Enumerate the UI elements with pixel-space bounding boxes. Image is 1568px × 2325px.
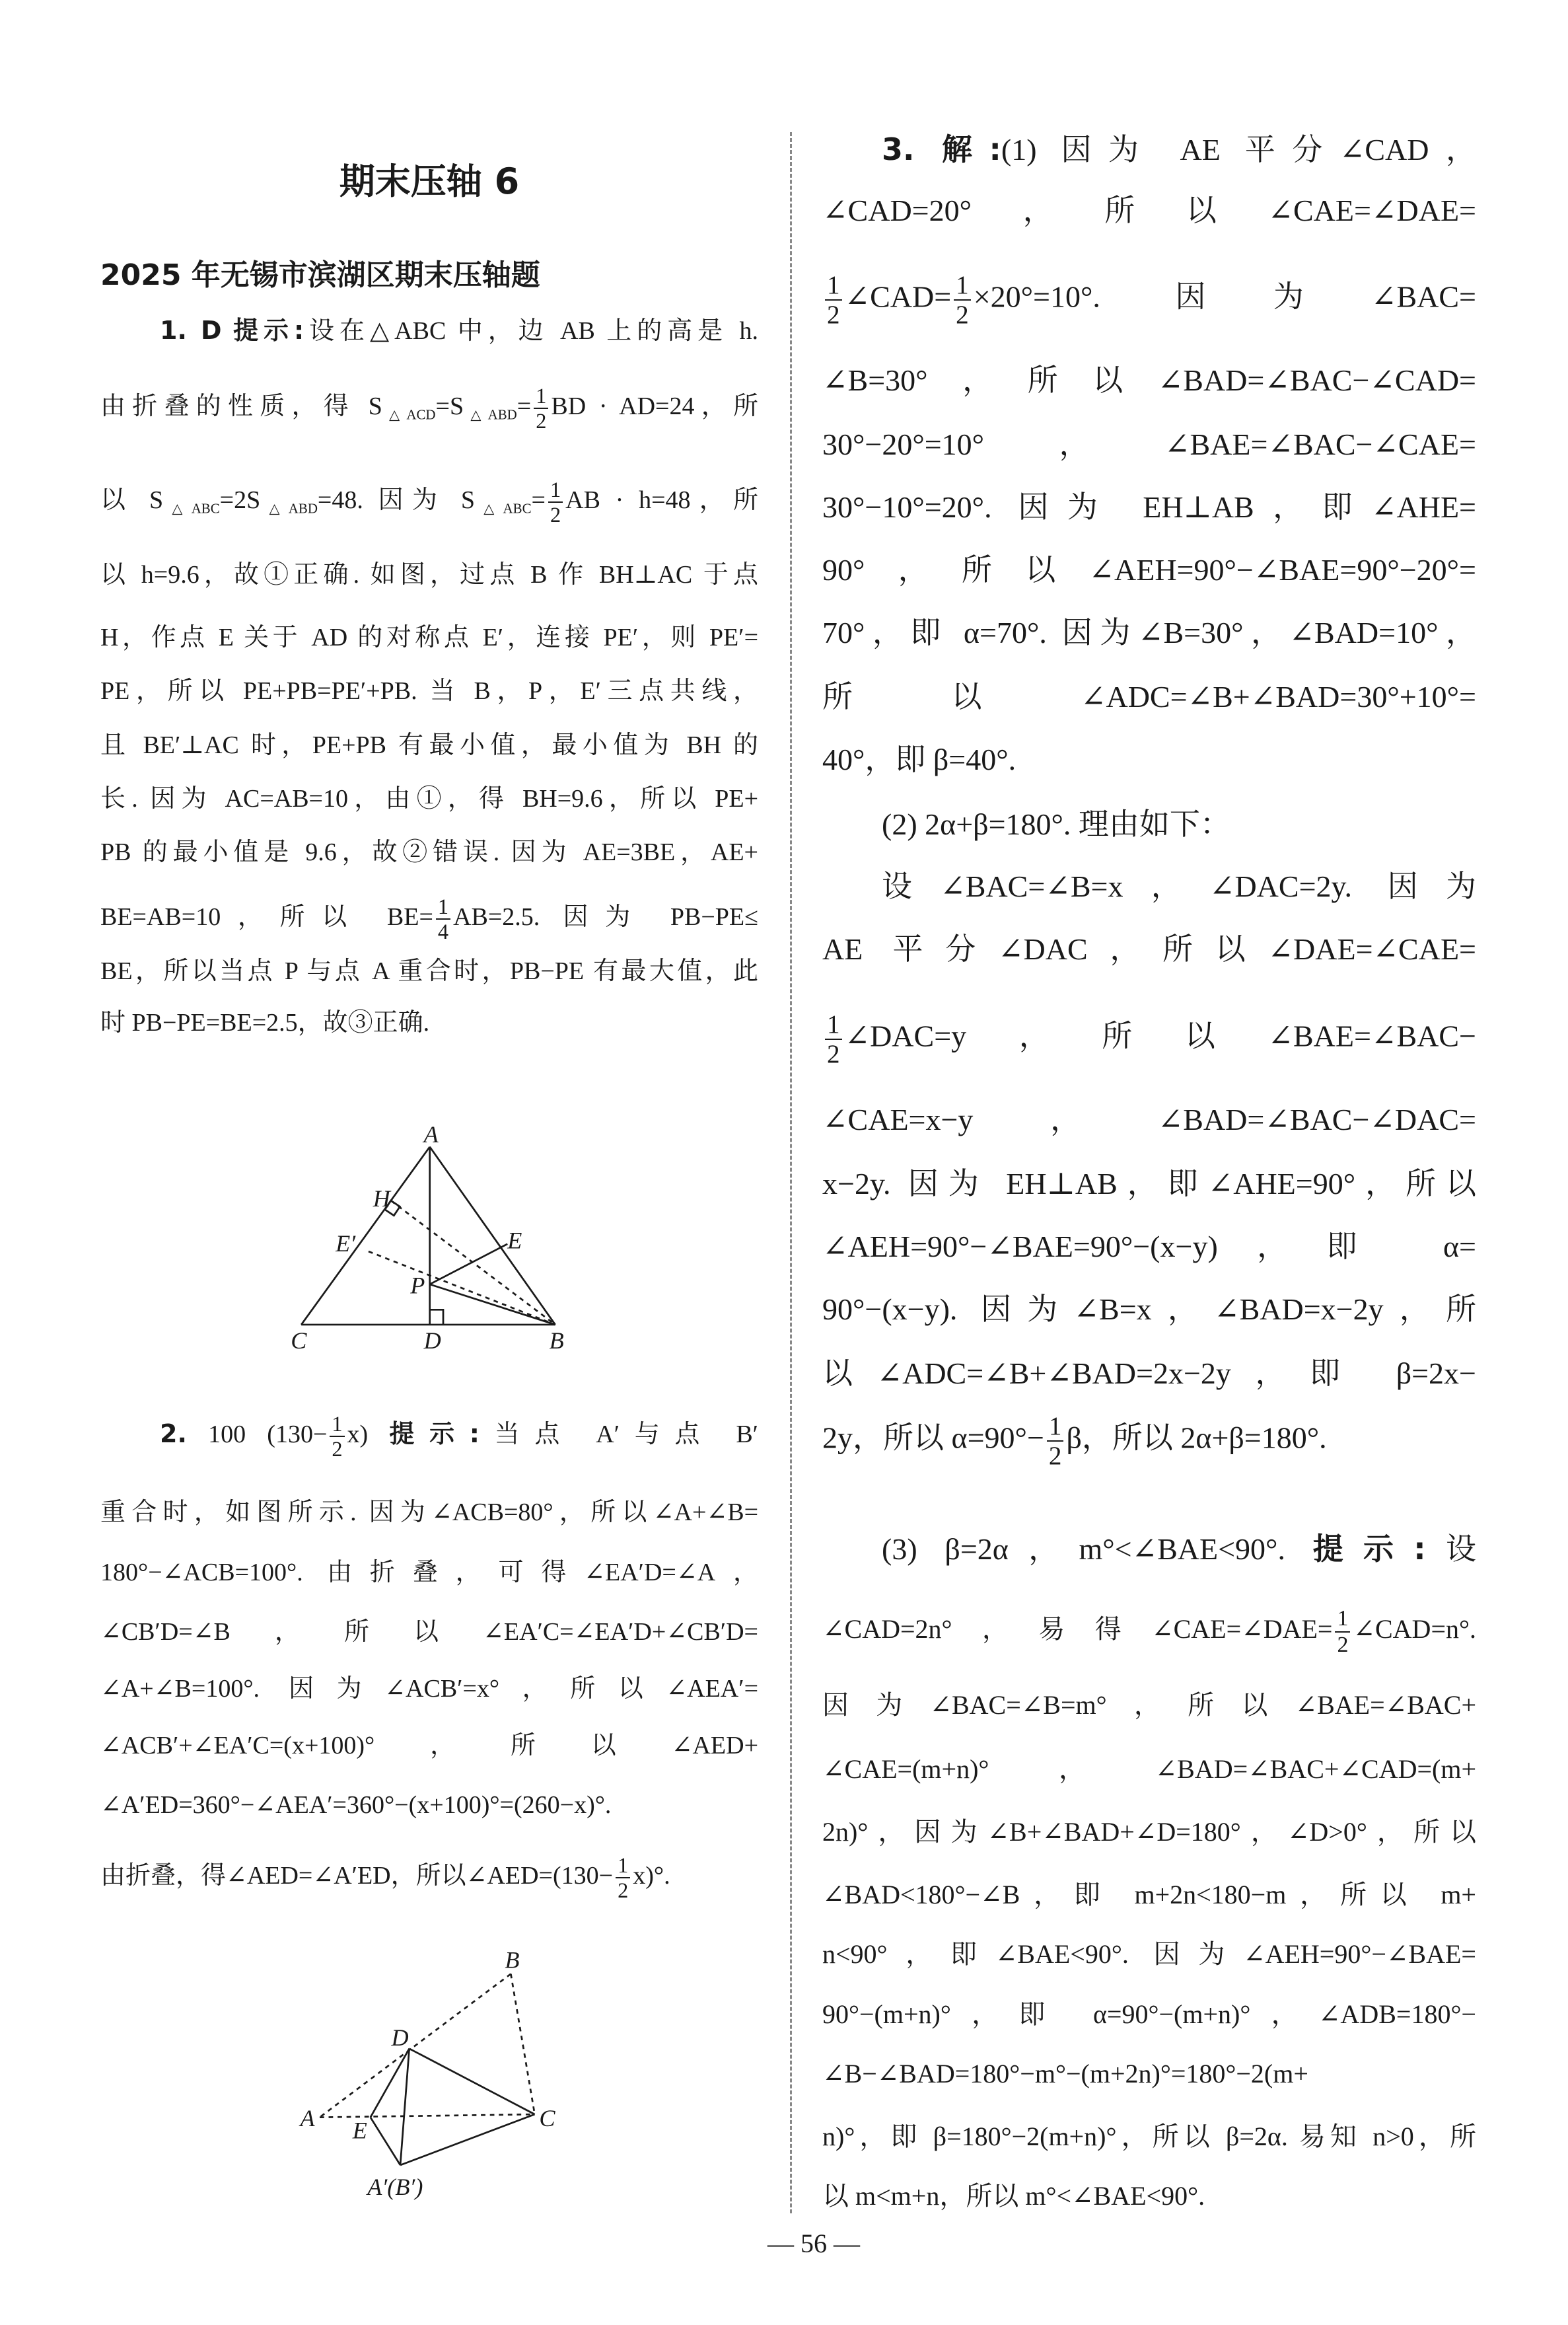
bold-label: 提示: <box>233 316 304 345</box>
text-segment: 100 (130− <box>186 1421 328 1448</box>
text-line <box>822 1605 1476 1657</box>
text-segment: 长. 因为 AC=AB=10，由①，得 BH=9.6，所以 PE+ <box>100 785 758 813</box>
fraction-denominator: 2 <box>827 301 840 330</box>
fraction-denominator: 2 <box>332 1437 343 1461</box>
text-segment: x)°. <box>633 1862 670 1890</box>
fraction-denominator: 2 <box>1048 1442 1062 1471</box>
text-segment: ∠CAD= <box>844 279 952 314</box>
text-line <box>100 668 758 714</box>
area-symbol <box>368 392 436 423</box>
page-title: 期末压轴 6 <box>339 161 520 202</box>
text-segment: 30°−20°=10°，∠BAE=∠BAC−∠CAE= <box>822 427 1476 461</box>
bold-label: 2. <box>160 1419 187 1448</box>
label-D: D <box>391 2024 409 2051</box>
text-line <box>100 1489 758 1535</box>
text-line <box>822 1809 1476 1855</box>
column-divider <box>790 132 792 2213</box>
fraction-numerator: 1 <box>616 1855 630 1878</box>
text-line <box>822 1224 1476 1270</box>
label-E: E <box>352 2117 367 2144</box>
fraction-numerator: 1 <box>436 896 450 920</box>
text-segment: = <box>517 392 532 420</box>
text-line <box>822 610 1476 656</box>
text-line <box>100 1549 758 1596</box>
text-segment: 设在△ABC 中，边 AB 上的高是 h. <box>304 317 759 345</box>
page-number: — 56 — <box>767 2229 860 2258</box>
symbol: S <box>368 392 382 420</box>
text-line <box>822 1097 1476 1143</box>
text-line <box>822 737 1476 783</box>
bold-label: 提示: <box>389 1419 480 1448</box>
text-line <box>822 1350 1476 1397</box>
fraction <box>1047 1413 1064 1469</box>
bold-label: 1. D <box>160 316 222 345</box>
text-segment: 设 <box>1425 1532 1476 1566</box>
fraction-numerator: 1 <box>548 479 563 503</box>
subscript: △ABD <box>464 406 517 423</box>
area-symbol <box>460 486 532 517</box>
text-segment: ∠CAD=n°. <box>1353 1614 1476 1644</box>
label-C: C <box>539 2105 555 2132</box>
bold-label: 提示: <box>1312 1531 1426 1567</box>
text-line <box>100 552 758 598</box>
text-segment: ∠CB′D=∠B，所以∠EA′C=∠EA′D+∠CB′D= <box>100 1618 758 1646</box>
fraction-numerator: 1 <box>330 1413 344 1437</box>
label-B: B <box>505 1948 520 1974</box>
text-line <box>100 722 758 768</box>
text-line <box>822 422 1476 468</box>
text-line <box>100 829 758 875</box>
text-segment: PB 的最小值是 9.6，故②错误. 因为 AE=3BE，AE+ <box>100 838 758 866</box>
text-segment: ∠DAC=y，所以∠BAE=∠BAC− <box>844 1019 1476 1053</box>
subscript: △ACD <box>382 406 436 423</box>
fraction-numerator: 1 <box>534 385 548 409</box>
label-E-prime: E′ <box>336 1230 356 1257</box>
text-line <box>100 1411 758 1461</box>
text-segment: (1) 因为 AE 平分∠CAD， <box>1001 133 1476 166</box>
text-line <box>822 1286 1476 1333</box>
text-line <box>100 383 758 433</box>
text-line <box>822 1931 1476 1977</box>
text-line <box>100 477 758 527</box>
text-segment: 且 BE′⊥AC 时，PE+PB 有最小值，最小值为 BH 的 <box>100 731 758 759</box>
text-line <box>822 1872 1476 1918</box>
text-segment: PE，所以 PE+PB=PE′+PB. 当 B，P，E′三点共线， <box>100 677 758 705</box>
text-segment: 2y，所以 α=90°− <box>822 1421 1044 1455</box>
text-segment: ∠CAE=x−y，∠BAD=∠BAC−∠DAC= <box>822 1103 1476 1136</box>
text-line <box>822 188 1476 234</box>
area-symbol <box>246 486 318 517</box>
label-E: E <box>507 1227 522 1254</box>
text-segment: 以 h=9.6，故①正确. 如图，过点 B 作 BH⊥AC 于点 <box>100 561 758 589</box>
text-line <box>100 1666 758 1712</box>
text-segment: = <box>531 486 546 514</box>
figure-q2-fold <box>291 1948 560 2210</box>
figure-q1-triangle <box>283 1120 597 1359</box>
text-segment <box>222 317 233 345</box>
fraction-denominator: 2 <box>536 409 547 433</box>
label-A: A <box>300 2105 315 2132</box>
subscript: △ABC <box>163 500 220 517</box>
text-line <box>822 126 1476 172</box>
text-segment: 90°，所以∠AEH=90°−∠BAE=90°−20°= <box>822 553 1476 587</box>
fraction-numerator: 1 <box>1047 1413 1064 1442</box>
text-line <box>822 271 1476 330</box>
text-line <box>822 484 1476 531</box>
label-H: H <box>373 1185 390 1212</box>
text-segment: (3) β=2α，m°<∠BAE<90°. <box>882 1532 1313 1566</box>
text-segment: ∠AEH=90°−∠BAE=90°−(x−y)，即 α= <box>822 1230 1476 1263</box>
subscript: △ABD <box>260 500 318 517</box>
text-segment: 2n)°，因为∠B+∠BAD+∠D=180°，∠D>0°，所以 <box>822 1817 1476 1847</box>
text-segment: 以 <box>100 486 149 514</box>
text-segment: AE 平分∠DAC，所以∠DAE=∠CAE= <box>822 932 1476 966</box>
text-line <box>100 1853 758 1903</box>
text-segment: ∠B−∠BAD=180°−m°−(m+2n)°=180°−2(m+ <box>822 2059 1308 2088</box>
text-segment: β，所以 2α+β=180°. <box>1066 1421 1327 1455</box>
label-C: C <box>291 1327 307 1354</box>
area-symbol <box>449 392 517 423</box>
fraction-numerator: 1 <box>954 272 971 301</box>
symbol: S <box>246 486 261 514</box>
subscript: △ABC <box>475 500 532 517</box>
text-line <box>822 1412 1476 1471</box>
text-segment: H，作点 E 关于 AD 的对称点 E′，连接 PE′，则 PE′= <box>100 624 758 651</box>
label-D: D <box>423 1327 441 1354</box>
text-line <box>822 2114 1476 2160</box>
text-segment: 180°−∠ACB=100°. 由折叠，可得∠EA′D=∠A， <box>100 1559 758 1586</box>
text-line <box>822 864 1476 910</box>
fraction <box>616 1855 630 1901</box>
symbol: S <box>460 486 475 514</box>
text-segment: n)°，即 β=180°−2(m+n)°，所以 β=2α. 易知 n>0，所 <box>822 2122 1476 2151</box>
label-B: B <box>549 1327 564 1354</box>
text-line <box>822 1746 1476 1792</box>
text-segment: AB=2.5. 因为 PB−PE≤ <box>453 903 758 931</box>
fraction <box>825 272 842 328</box>
text-line <box>822 1010 1476 1069</box>
text-segment: ∠CAE=(m+n)°，∠BAD=∠BAC+∠CAD=(m+ <box>822 1754 1476 1784</box>
fraction <box>534 385 548 432</box>
fraction-denominator: 2 <box>550 503 561 527</box>
text-segment: 重合时，如图所示. 因为∠ACB=80°，所以∠A+∠B= <box>100 1498 758 1526</box>
text-segment: 30°−10°=20°. 因为 EH⊥AB，即∠AHE= <box>822 490 1476 524</box>
text-line <box>100 1722 758 1769</box>
text-line <box>100 1782 758 1828</box>
text-line <box>100 1609 758 1655</box>
text-segment: 70°，即 α=70°. 因为∠B=30°，∠BAD=10°， <box>822 616 1476 649</box>
text-line <box>822 1682 1476 1728</box>
text-line <box>822 2051 1476 2097</box>
text-segment: ×20°=10°. 因为∠BAC= <box>973 279 1476 314</box>
text-segment: ∠CAD=2n°，易得∠CAE=∠DAE= <box>822 1614 1333 1644</box>
text-line <box>822 674 1476 720</box>
text-line <box>100 948 758 994</box>
fraction-denominator: 4 <box>437 920 449 944</box>
fraction <box>954 272 971 328</box>
text-segment: = <box>435 392 450 420</box>
text-segment: ∠BAD<180°−∠B，即 m+2n<180−m，所以 m+ <box>822 1880 1476 1909</box>
text-segment: 40°，即 β=40°. <box>822 743 1016 776</box>
text-line <box>100 1000 758 1046</box>
fraction <box>548 479 563 526</box>
fraction-denominator: 2 <box>827 1040 840 1069</box>
text-line <box>822 1161 1476 1207</box>
text-segment: AB · h=48，所 <box>565 486 758 514</box>
symbol: S <box>449 392 464 420</box>
fraction-denominator: 2 <box>1337 1632 1349 1657</box>
text-segment: 因为∠BAC=∠B=m°，所以∠BAE=∠BAC+ <box>822 1690 1476 1720</box>
text-segment: 所以∠ADC=∠B+∠BAD=30°+10°= <box>822 680 1476 714</box>
text-segment: =2 <box>219 486 247 514</box>
bold-label: 3. 解: <box>882 131 1001 167</box>
text-segment: ∠ACB′+∠EA′C=(x+100)°，所以∠AED+ <box>100 1732 758 1759</box>
text-segment: 由折叠，得∠AED=∠A′ED，所以∠AED=(130− <box>100 1862 614 1890</box>
fraction <box>825 1012 842 1067</box>
text-segment: ∠B=30°，所以∠BAD=∠BAC−∠CAD= <box>822 363 1476 397</box>
text-line <box>822 1991 1476 2038</box>
text-segment: 90°−(x−y). 因为∠B=x，∠BAD=x−2y，所 <box>822 1292 1476 1326</box>
text-segment: BD · AD=24，所 <box>551 392 758 420</box>
text-line <box>822 801 1476 848</box>
text-segment: 设∠BAC=∠B=x，∠DAC=2y. 因为 <box>882 869 1476 903</box>
fraction <box>1335 1607 1350 1656</box>
text-segment: 90°−(m+n)°，即 α=90°−(m+n)°，∠ADB=180°− <box>822 1999 1476 2029</box>
text-line <box>100 894 758 944</box>
label-A: A <box>423 1121 439 1148</box>
text-segment: 以 m<m+n，所以 m°<∠BAE<90°. <box>822 2181 1205 2211</box>
text-line <box>822 2173 1476 2219</box>
fraction-denominator: 2 <box>618 1878 629 1903</box>
text-line <box>822 547 1476 593</box>
text-segment: 当点 A′与点 B′ <box>479 1421 758 1448</box>
text-line <box>822 1526 1476 1572</box>
text-segment: ∠A′ED=360°−∠AEA′=360°−(x+100)°=(260−x)°. <box>100 1791 612 1819</box>
fraction-numerator: 1 <box>1335 1607 1350 1633</box>
label-A-prime-B-prime: A′(B′) <box>367 2174 423 2201</box>
text-segment: 以∠ADC=∠B+∠BAD=2x−2y，即 β=2x− <box>822 1356 1476 1390</box>
text-segment: 时 PB−PE=BE=2.5，故③正确. <box>100 1009 430 1037</box>
text-segment: ∠CAD=20°，所以∠CAE=∠DAE= <box>822 194 1476 227</box>
symbol: S <box>149 486 164 514</box>
text-line <box>100 776 758 822</box>
area-symbol <box>149 486 220 517</box>
fraction <box>330 1413 344 1460</box>
text-segment: n<90°，即∠BAE<90°. 因为∠AEH=90°−∠BAE= <box>822 1939 1476 1969</box>
text-segment: 由折叠的性质，得 <box>100 392 369 420</box>
text-segment: BE，所以当点 P 与点 A 重合时，PB−PE 有最大值，此 <box>100 957 758 985</box>
section-heading: 2025 年无锡市滨湖区期末压轴题 <box>100 258 540 292</box>
text-line <box>100 307 758 353</box>
fraction-denominator: 2 <box>956 301 969 330</box>
text-segment: (2) 2α+β=180°. 理由如下： <box>882 807 1230 841</box>
text-segment: x) <box>347 1421 390 1448</box>
fraction <box>436 896 450 943</box>
text-segment: BE=AB=10，所以 BE= <box>100 903 433 931</box>
text-segment: =48. 因为 <box>317 486 461 514</box>
text-segment: ∠A+∠B=100°. 因为∠ACB′=x°，所以∠AEA′= <box>100 1675 758 1703</box>
label-P: P <box>410 1272 425 1299</box>
text-line <box>822 357 1476 404</box>
text-segment: x−2y. 因为 EH⊥AB，即∠AHE=90°，所以 <box>822 1167 1476 1200</box>
text-line <box>100 614 758 661</box>
fraction-numerator: 1 <box>825 272 842 301</box>
text-line <box>822 926 1476 973</box>
fraction-numerator: 1 <box>825 1012 842 1040</box>
